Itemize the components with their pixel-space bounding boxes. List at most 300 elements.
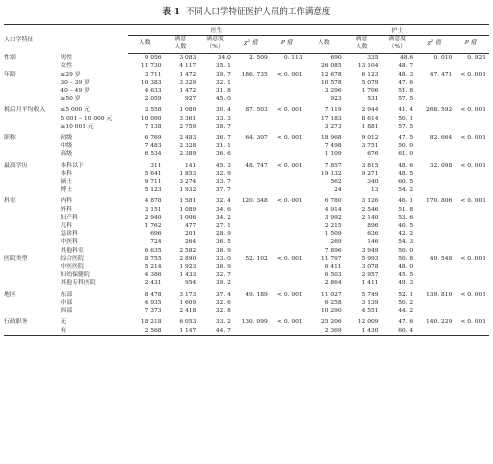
subgroup-label: 妇产科 — [60, 214, 79, 221]
nurse-cell: 0. 010 — [433, 55, 453, 62]
doctor-cell: 38. 9 — [215, 247, 231, 254]
subgroup-label: 30 – 39 岁 — [60, 79, 90, 86]
doctor-cell: 48. 747 — [245, 162, 268, 169]
doctor-cell: 34.0 — [217, 55, 231, 62]
group-label — [4, 95, 60, 103]
nurse-cell: < 0. 001 — [460, 107, 486, 114]
nurse-cell — [455, 123, 489, 131]
doctor-cell: 696 — [150, 231, 162, 238]
doctor-cell: 31. 8 — [215, 88, 231, 95]
doctor-cell: 18 218 — [140, 319, 162, 326]
nurse-cell — [416, 186, 455, 194]
nurse-cell: 4 914 — [324, 206, 342, 213]
doctor-cell: 9 056 — [144, 55, 162, 62]
doctor-cell: < 0. 001 — [277, 291, 303, 298]
doctor-cell — [234, 222, 271, 230]
nurse-cell: 1 509 — [324, 231, 342, 238]
table-row — [4, 62, 489, 70]
doctor-cell: 37. 4 — [215, 291, 231, 298]
subgroup-label: 博士 — [60, 187, 73, 194]
table-row — [4, 115, 489, 123]
subgroup-label: 西部 — [60, 308, 73, 315]
subgroup-label: 中级 — [60, 143, 73, 150]
table-row — [4, 299, 489, 307]
nurse-cell: 52. 1 — [398, 291, 414, 298]
doctor-cell: 3 361 — [179, 115, 197, 122]
doctor-cell: 4 633 — [144, 88, 162, 95]
doctor-cell — [271, 206, 306, 214]
nurse-cell — [416, 222, 455, 230]
table-row — [4, 288, 489, 299]
nurse-cell — [416, 142, 455, 150]
doctor-cell: < 0. 001 — [277, 107, 303, 114]
subgroup-label: 外科 — [60, 206, 73, 213]
doctor-cell: 36. 9 — [215, 264, 231, 271]
nurse-cell: 48. 6 — [398, 162, 414, 169]
doctor-cell: 2 582 — [179, 247, 197, 254]
nurse-cell: 2 864 — [324, 280, 342, 287]
nurse-cell: 3 139 — [361, 299, 379, 306]
doctor-cell — [271, 307, 306, 315]
table-row — [4, 87, 489, 95]
nurse-cell: 48. 0 — [398, 264, 414, 271]
nurse-cell: 13 104 — [357, 63, 379, 70]
group-label: 医院类型 — [4, 255, 28, 262]
doctor-cell: 4 117 — [179, 63, 197, 70]
group-label — [4, 186, 60, 194]
doctor-cell: < 0. 001 — [277, 198, 303, 205]
doctor-cell: 5 641 — [144, 170, 162, 177]
nurse-cell — [455, 186, 489, 194]
subgroup-label: 急诊科 — [60, 231, 79, 238]
doctor-cell: 2 483 — [179, 135, 197, 142]
doctor-cell — [234, 170, 271, 178]
doctor-cell: 87. 503 — [245, 107, 268, 114]
subgroup-label: 女性 — [60, 63, 73, 70]
doctor-cell: 2 328 — [179, 143, 197, 150]
nurse-cell — [455, 79, 489, 87]
doctor-cell: 5 123 — [144, 187, 162, 194]
doctor-cell — [234, 150, 271, 158]
table-row — [4, 178, 489, 186]
group-label — [4, 123, 60, 131]
doctor-cell: 36. 5 — [215, 239, 231, 246]
doctor-cell — [271, 115, 306, 123]
nurse-cell: 268. 592 — [426, 107, 453, 114]
nurse-cell — [455, 327, 489, 336]
nurse-cell: 32. 098 — [429, 162, 453, 169]
nurse-cell — [455, 307, 489, 315]
nurse-cell: 2 215 — [324, 223, 342, 230]
doctor-col-header: P 值 — [271, 36, 306, 54]
table-row — [4, 71, 489, 79]
nurse-cell: 3 751 — [361, 143, 379, 150]
doctor-cell: 120. 348 — [241, 198, 268, 205]
doctor-cell: 32. 8 — [215, 308, 231, 315]
nurse-col-header: P 值 — [455, 36, 489, 54]
header-row-1 — [4, 25, 489, 36]
doctor-cell: 38. 7 — [215, 123, 231, 130]
group-label: 职称 — [4, 135, 16, 142]
doctor-cell: 2 389 — [179, 151, 197, 158]
subgroup-label: 东部 — [60, 291, 73, 298]
doctor-cell — [234, 62, 271, 70]
nurse-cell: 49. 548 — [429, 255, 453, 262]
nurse-cell — [455, 222, 489, 230]
nurse-cell — [416, 62, 455, 70]
doctor-cell: 5 214 — [144, 264, 162, 271]
doctor-cell: 4 386 — [144, 272, 162, 279]
nurse-cell: 49. 3 — [398, 280, 414, 287]
group-label — [4, 247, 60, 255]
doctor-cell: 477 — [184, 223, 197, 230]
group-label — [4, 299, 60, 307]
doctor-cell: 1 080 — [179, 107, 197, 114]
table-row — [4, 222, 489, 230]
doctor-cell: 37. 7 — [215, 187, 231, 194]
nurse-cell — [455, 142, 489, 150]
doctor-cell: 32. 1 — [215, 79, 231, 86]
nurse-cell — [416, 327, 455, 336]
group-label — [4, 115, 60, 123]
nurse-cell: 47. 471 — [429, 71, 453, 78]
nurse-cell: 3 992 — [324, 214, 342, 221]
nurse-cell: 9 012 — [361, 135, 379, 142]
nurse-cell — [455, 150, 489, 158]
nurse-cell: 50. 2 — [398, 299, 414, 306]
doctor-cell — [271, 87, 306, 95]
doctor-cell: 2. 509 — [249, 55, 268, 62]
doctor-cell: 6 769 — [144, 135, 162, 142]
subgroup-label: ≤5 000 元 — [60, 107, 90, 114]
table-row — [4, 327, 489, 336]
doctor-cell — [271, 238, 306, 246]
doctor-cell: 2 568 — [128, 327, 165, 336]
nurse-cell: 48. 5 — [398, 170, 414, 177]
doctor-cell — [234, 178, 271, 186]
nurse-cell — [416, 170, 455, 178]
nurse-cell — [416, 123, 455, 131]
doctor-cell: 8 755 — [144, 255, 162, 262]
nurse-cell: 44. 2 — [398, 308, 414, 315]
nurse-cell: 57. 5 — [398, 96, 414, 103]
group-label: 科室 — [4, 198, 16, 205]
doctor-cell: 6 534 — [144, 151, 162, 158]
nurse-cell — [455, 170, 489, 178]
doctor-cell — [271, 123, 306, 131]
nurse-cell: 1 411 — [361, 280, 379, 287]
doctor-cell: 1 923 — [179, 264, 197, 271]
subgroup-label: 综合医院 — [60, 255, 84, 262]
doctor-cell: 7 483 — [144, 143, 162, 150]
doctor-cell — [271, 95, 306, 103]
group-label: 性别 — [4, 54, 16, 61]
group-label — [4, 62, 60, 70]
nurse-cell: 6 411 — [324, 264, 342, 271]
table-row — [4, 214, 489, 222]
nurse-cell: 12 678 — [320, 71, 342, 78]
group-label — [4, 87, 60, 95]
doctor-cell — [234, 115, 271, 123]
nurse-cell: 6 258 — [324, 299, 342, 306]
nurse-cell: 48. 3 — [398, 71, 414, 78]
nurse-cell: < 0. 001 — [460, 162, 486, 169]
nurse-cell: 18 968 — [320, 135, 342, 142]
table-row — [4, 279, 489, 287]
doctor-cell: 2 418 — [179, 308, 197, 315]
doctor-group-header: 医生 — [128, 25, 306, 36]
nurse-cell: 45. 5 — [398, 272, 414, 279]
nurse-cell — [416, 230, 455, 238]
nurse-cell: 26 085 — [320, 63, 342, 70]
nurse-cell: 3 273 — [324, 123, 342, 130]
nurse-cell: 690 — [330, 55, 342, 62]
doctor-cell — [234, 206, 271, 214]
doctor-cell: 1 147 — [165, 327, 200, 336]
nurse-col-header: χ² 值 — [416, 36, 455, 54]
doctor-cell — [234, 123, 271, 131]
nurse-cell — [455, 263, 489, 271]
doctor-cell: 0. 113 — [283, 55, 303, 62]
subgroup-label: 其他科室 — [60, 247, 84, 254]
doctor-cell: 30. 4 — [215, 107, 231, 114]
table-number: 表 1 — [162, 7, 180, 17]
doctor-cell: 35. 1 — [215, 63, 231, 70]
doctor-cell — [234, 95, 271, 103]
doctor-cell: 9 711 — [144, 179, 162, 186]
nurse-cell: 48. 7 — [398, 63, 414, 70]
nurse-cell — [416, 307, 455, 315]
nurse-cell — [416, 206, 455, 214]
nurse-cell: 3 126 — [361, 198, 379, 205]
nurse-cell — [416, 247, 455, 255]
group-label — [4, 271, 60, 279]
nurse-cell — [416, 214, 455, 222]
factor-header: 人口学特征 — [4, 25, 128, 54]
nurse-cell — [416, 279, 455, 287]
nurse-cell: < 0. 001 — [460, 291, 486, 298]
doctor-cell: < 0. 001 — [277, 319, 303, 326]
doctor-cell: 34. 6 — [215, 206, 231, 213]
nurse-cell: 3 078 — [361, 264, 379, 271]
doctor-cell — [271, 279, 306, 287]
nurse-cell: 60. 4 — [381, 327, 416, 336]
doctor-cell: 28. 9 — [215, 231, 231, 238]
group-label — [4, 222, 60, 230]
nurse-cell: 11 027 — [320, 291, 342, 298]
nurse-cell: 51. 8 — [398, 88, 414, 95]
doctor-cell: 201 — [184, 231, 197, 238]
doctor-cell: 8 478 — [144, 291, 162, 298]
doctor-cell: 311 — [150, 162, 162, 169]
doctor-cell: 36. 6 — [215, 151, 231, 158]
doctor-cell: 141 — [184, 162, 197, 169]
doctor-cell: 6 635 — [144, 247, 162, 254]
nurse-cell: 47. 6 — [398, 79, 414, 86]
nurse-cell — [416, 95, 455, 103]
nurse-cell: 3 949 — [361, 247, 379, 254]
nurse-cell: 3 296 — [324, 88, 342, 95]
subgroup-label: 男性 — [60, 54, 73, 61]
nurse-cell: 24 — [334, 187, 342, 194]
nurse-cell: 47. 6 — [398, 319, 414, 326]
nurse-cell: 5 993 — [361, 255, 379, 262]
doctor-cell: 27. 1 — [215, 223, 231, 230]
group-label: 税后月平均收入 — [4, 107, 46, 114]
nurse-cell — [416, 115, 455, 123]
group-label — [4, 170, 60, 178]
doctor-cell — [234, 263, 271, 271]
group-label — [4, 307, 60, 315]
doctor-cell: 3 083 — [179, 55, 197, 62]
nurse-cell: 896 — [367, 223, 379, 230]
doctor-cell: < 0. 001 — [277, 162, 303, 169]
doctor-cell: 1 932 — [179, 187, 197, 194]
doctor-cell: 33. 7 — [215, 179, 231, 186]
subgroup-label: 中部 — [60, 299, 73, 306]
doctor-cell: 6 053 — [179, 319, 197, 326]
doctor-cell: 2 759 — [179, 123, 197, 130]
nurse-cell: 54. 2 — [398, 187, 414, 194]
nurse-cell: 676 — [367, 151, 379, 158]
table-row — [4, 103, 489, 114]
doctor-cell: 7 138 — [144, 123, 162, 130]
nurse-cell: 340 — [367, 179, 379, 186]
table-row — [4, 95, 489, 103]
doctor-cell: 3 558 — [144, 107, 162, 114]
doctor-cell: 186. 735 — [241, 71, 268, 78]
nurse-cell — [455, 230, 489, 238]
doctor-cell — [234, 214, 271, 222]
doctor-cell: 39. 2 — [215, 280, 231, 287]
nurse-cell: 6 503 — [324, 272, 342, 279]
doctor-cell: 36. 7 — [215, 135, 231, 142]
doctor-cell: 130. 099 — [241, 319, 268, 326]
nurse-cell: 335 — [367, 55, 379, 62]
nurse-cell: 1 109 — [324, 151, 342, 158]
doctor-cell — [271, 299, 306, 307]
group-label — [4, 263, 60, 271]
table-row — [4, 79, 489, 87]
nurse-cell — [455, 279, 489, 287]
doctor-cell — [271, 327, 306, 336]
doctor-cell: 1 581 — [179, 198, 197, 205]
nurse-cell: 7 857 — [324, 162, 342, 169]
nurse-cell: 54. 3 — [398, 239, 414, 246]
doctor-cell — [271, 62, 306, 70]
doctor-cell: 64. 307 — [245, 135, 268, 142]
doctor-cell — [271, 247, 306, 255]
nurse-cell: 146 — [367, 239, 379, 246]
doctor-cell: 49. 189 — [245, 291, 268, 298]
table-row — [4, 238, 489, 246]
table-body — [4, 54, 489, 336]
table-row — [4, 142, 489, 150]
nurse-cell — [455, 115, 489, 123]
doctor-cell: 2 940 — [144, 214, 162, 221]
nurse-cell: 6 780 — [324, 198, 342, 205]
doctor-cell — [234, 327, 271, 336]
group-label — [4, 150, 60, 158]
doctor-cell — [271, 186, 306, 194]
nurse-cell: < 0. 001 — [460, 135, 486, 142]
table-row — [4, 194, 489, 205]
doctor-cell: 3 274 — [179, 179, 197, 186]
nurse-cell: 562 — [330, 179, 342, 186]
nurse-cell: 82. 664 — [429, 135, 453, 142]
doctor-cell: 1 853 — [179, 170, 197, 177]
doctor-cell: 45. 3 — [215, 162, 231, 169]
table-row — [4, 307, 489, 315]
nurse-cell: 7 498 — [324, 143, 342, 150]
group-label: 最高学历 — [4, 162, 28, 169]
doctor-cell: 1 006 — [179, 214, 197, 221]
doctor-cell — [271, 271, 306, 279]
subgroup-label: 中医医院 — [60, 264, 84, 271]
subgroup-label: 初级 — [60, 135, 73, 142]
nurse-cell — [416, 87, 455, 95]
doctor-cell: 33. 3 — [215, 115, 231, 122]
nurse-cell: 10 578 — [320, 79, 342, 86]
doctor-cell — [271, 178, 306, 186]
table-row — [4, 186, 489, 194]
nurse-cell: 40. 5 — [398, 223, 414, 230]
nurse-cell: < 0. 001 — [460, 198, 486, 205]
group-label — [4, 230, 60, 238]
nurse-cell — [416, 263, 455, 271]
doctor-cell: 1 762 — [144, 223, 162, 230]
nurse-cell: 531 — [367, 96, 379, 103]
nurse-cell: 139. 810 — [426, 291, 453, 298]
nurse-cell: 48.6 — [400, 55, 414, 62]
group-label — [4, 142, 60, 150]
doctor-cell: 2 431 — [144, 280, 162, 287]
nurse-cell — [416, 178, 455, 186]
group-label — [4, 279, 60, 287]
nurse-cell — [416, 79, 455, 87]
nurse-cell: 5 749 — [361, 291, 379, 298]
nurse-cell: 1 430 — [345, 327, 382, 336]
table-row — [4, 255, 489, 263]
nurse-cell: 41. 4 — [398, 107, 414, 114]
nurse-cell: 42. 2 — [398, 231, 414, 238]
nurse-cell: 53. 6 — [398, 214, 414, 221]
group-label: 年龄 — [4, 71, 16, 78]
doctor-cell — [234, 271, 271, 279]
subgroup-label: 硕士 — [60, 179, 73, 186]
subgroup-label: ≥50 岁 — [60, 96, 81, 103]
nurse-cell: 10 290 — [320, 308, 342, 315]
nurse-cell: < 0. 001 — [460, 71, 486, 78]
doctor-cell: 11 730 — [140, 63, 162, 70]
group-label — [4, 206, 60, 214]
table-row — [4, 170, 489, 178]
table-row — [4, 150, 489, 158]
doctor-cell: 3 151 — [144, 206, 162, 213]
doctor-cell — [234, 307, 271, 315]
nurse-group-header: 护士 — [306, 25, 489, 36]
nurse-cell: 2 140 — [361, 214, 379, 221]
subgroup-label: 妇幼保健院 — [60, 272, 90, 279]
doctor-col-header: 人数 — [128, 36, 165, 54]
nurse-cell — [455, 87, 489, 95]
group-label: 地区 — [4, 291, 16, 298]
nurse-cell: 7 119 — [324, 107, 342, 114]
doctor-cell: 7 373 — [144, 308, 162, 315]
subgroup-label: 本科 — [60, 170, 73, 177]
doctor-cell — [271, 142, 306, 150]
nurse-cell: 269 — [330, 239, 342, 246]
